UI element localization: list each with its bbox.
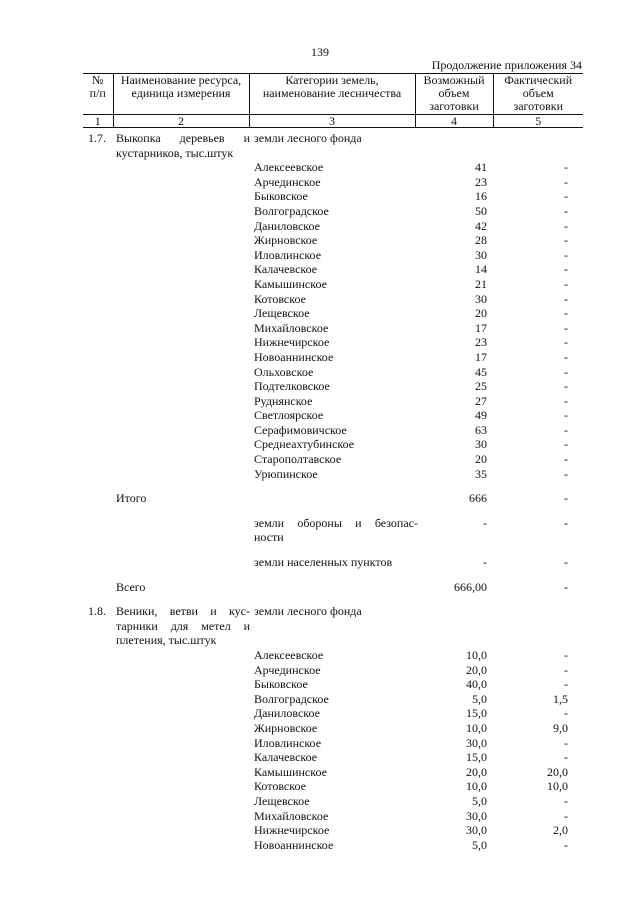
category-name: Новоаннинское — [254, 837, 334, 852]
possible-volume: 10,0 — [466, 779, 487, 794]
possible-volume: 23 — [475, 174, 487, 189]
table-row — [83, 277, 583, 292]
table-row — [83, 765, 583, 780]
category-name: Котовское — [254, 291, 306, 306]
category-name: Даниловское — [254, 218, 320, 233]
possible-volume: 30,0 — [466, 823, 487, 838]
resource-name: тарники для метел и — [116, 618, 250, 633]
category-name: Котовское — [254, 779, 306, 794]
actual-volume: - — [564, 555, 568, 570]
possible-volume: 666,00 — [454, 579, 487, 594]
possible-volume: 666 — [469, 491, 487, 506]
actual-volume: 10,0 — [547, 779, 568, 794]
category-name: Лещевское — [254, 793, 310, 808]
actual-volume: - — [564, 466, 568, 481]
resource-name: Всего — [116, 579, 146, 594]
actual-volume: - — [564, 189, 568, 204]
table-row — [83, 437, 583, 452]
possible-volume: 20,0 — [466, 764, 487, 779]
category-name: Светлоярское — [254, 408, 324, 423]
actual-volume: - — [564, 579, 568, 594]
category-name: Иловлинское — [254, 247, 322, 262]
table-row — [83, 619, 583, 634]
actual-volume: - — [564, 364, 568, 379]
possible-volume: 20,0 — [466, 662, 487, 677]
category-name: Волгоградское — [254, 691, 329, 706]
possible-volume: 20 — [475, 452, 487, 467]
table-row — [83, 491, 583, 506]
category-name: Алексеевское — [254, 648, 324, 662]
header-resource: Наименование ресурса, единица измерения — [113, 74, 249, 115]
row-spacer — [83, 570, 583, 580]
table-row — [83, 189, 583, 204]
possible-volume: 42 — [475, 218, 487, 233]
category-name: Ольховское — [254, 364, 314, 379]
possible-volume: 49 — [475, 408, 487, 423]
actual-volume: - — [564, 706, 568, 721]
category-name: Жирновское — [254, 233, 318, 248]
category-name: Старополтавское — [254, 452, 342, 467]
possible-volume: 5,0 — [472, 793, 487, 808]
actual-volume: - — [564, 648, 568, 662]
resource-name: кустарников, тыс.штук — [116, 145, 234, 160]
actual-volume: - — [564, 793, 568, 808]
possible-volume: 28 — [475, 233, 487, 248]
table-row — [83, 663, 583, 678]
table-row — [83, 677, 583, 692]
actual-volume: 9,0 — [553, 720, 568, 735]
possible-volume: 23 — [475, 335, 487, 350]
category-name: земли лесного фонда — [254, 604, 362, 619]
possible-volume: 5,0 — [472, 837, 487, 852]
possible-volume: 41 — [475, 160, 487, 175]
row-spacer — [83, 545, 583, 555]
possible-volume: 10,0 — [466, 720, 487, 735]
column-number: 3 — [249, 115, 415, 128]
actual-volume: - — [564, 276, 568, 291]
possible-volume: 21 — [475, 276, 487, 291]
row-spacer — [83, 506, 583, 516]
actual-volume: - — [564, 393, 568, 408]
actual-volume: 20,0 — [547, 764, 568, 779]
possible-volume: 30 — [475, 291, 487, 306]
table-row — [83, 823, 583, 838]
possible-volume: 17 — [475, 349, 487, 364]
table-row — [83, 335, 583, 350]
possible-volume: 30 — [475, 247, 487, 262]
row-number: 1.8. — [88, 604, 106, 619]
category-name: Даниловское — [254, 706, 320, 721]
continuation-note: Продолжение приложения 34 — [431, 58, 582, 72]
actual-volume: - — [564, 291, 568, 306]
category-name: Михайловское — [254, 320, 329, 335]
table-row — [83, 580, 583, 595]
category-name: Волгоградское — [254, 203, 329, 218]
category-name: Серафимовичское — [254, 422, 347, 437]
possible-volume: 30 — [475, 437, 487, 452]
possible-volume: 30,0 — [466, 735, 487, 750]
category-name: Быковское — [254, 677, 308, 692]
row-number: 1.7. — [88, 131, 106, 145]
page-number: 139 — [311, 45, 329, 59]
table-row — [83, 365, 583, 380]
actual-volume: - — [564, 491, 568, 506]
possible-volume: 50 — [475, 203, 487, 218]
actual-volume: - — [564, 837, 568, 852]
actual-volume: - — [564, 349, 568, 364]
resource-name: Итого — [116, 491, 147, 506]
table-row — [83, 408, 583, 423]
category-name: Урюпинское — [254, 466, 318, 481]
row-spacer — [83, 594, 583, 604]
category-name: ности — [254, 530, 284, 545]
possible-volume: - — [483, 515, 487, 530]
possible-volume: 63 — [475, 422, 487, 437]
actual-volume: - — [564, 174, 568, 189]
category-name: Камышинское — [254, 764, 327, 779]
actual-volume: - — [564, 408, 568, 423]
category-name: Иловлинское — [254, 735, 322, 750]
category-name: Калачевское — [254, 262, 318, 277]
actual-volume: - — [564, 662, 568, 677]
possible-volume: 25 — [475, 379, 487, 394]
actual-volume: - — [564, 233, 568, 248]
category-name: Нижнечирское — [254, 823, 330, 838]
possible-volume: 16 — [475, 189, 487, 204]
actual-volume: - — [564, 160, 568, 175]
category-name: Нижнечирское — [254, 335, 330, 350]
table-row — [83, 146, 583, 161]
table-row — [83, 160, 583, 175]
possible-volume: 20 — [475, 306, 487, 321]
possible-volume: 15,0 — [466, 706, 487, 721]
category-name: Михайловское — [254, 808, 329, 823]
possible-volume: 27 — [475, 393, 487, 408]
table-row — [83, 467, 583, 482]
possible-volume: 40,0 — [466, 677, 487, 692]
possible-volume: 35 — [475, 466, 487, 481]
header-actual-volume: Фактический объем заготовки — [493, 74, 583, 115]
actual-volume: - — [564, 379, 568, 394]
possible-volume: 30,0 — [466, 808, 487, 823]
actual-volume: - — [564, 437, 568, 452]
table-row — [83, 555, 583, 570]
category-name: Среднеахтубинское — [254, 437, 355, 452]
actual-volume: - — [564, 335, 568, 350]
actual-volume: 2,0 — [553, 823, 568, 838]
actual-volume: - — [564, 808, 568, 823]
table-row — [83, 721, 583, 736]
table-row — [83, 633, 583, 648]
category-name: Быковское — [254, 189, 308, 204]
resource-name: плетения, тыс.штук — [116, 633, 217, 648]
category-name: Камышинское — [254, 276, 327, 291]
table-row — [83, 262, 583, 277]
possible-volume: 15,0 — [466, 750, 487, 765]
table-row — [83, 809, 583, 824]
possible-volume: 14 — [475, 262, 487, 277]
category-name: Арчединское — [254, 174, 321, 189]
category-name: Новоаннинское — [254, 349, 334, 364]
actual-volume: - — [564, 750, 568, 765]
table-row — [83, 175, 583, 190]
possible-volume: - — [483, 555, 487, 570]
table-row — [83, 736, 583, 751]
possible-volume: 17 — [475, 320, 487, 335]
table-row — [83, 233, 583, 248]
category-name: Калачевское — [254, 750, 318, 765]
table-row — [83, 131, 583, 146]
table-row — [83, 423, 583, 438]
actual-volume: - — [564, 306, 568, 321]
actual-volume: - — [564, 452, 568, 467]
category-name: Лещевское — [254, 306, 310, 321]
category-name: земли лесного фонда — [254, 131, 362, 145]
possible-volume: 10,0 — [466, 648, 487, 662]
table-row — [83, 794, 583, 809]
header-possible-volume: Возможный объем заготовки — [415, 74, 493, 115]
table-row — [83, 516, 583, 531]
actual-volume: - — [564, 247, 568, 262]
table-row — [83, 350, 583, 365]
table-row — [83, 706, 583, 721]
table-row — [83, 321, 583, 336]
table-row — [83, 838, 583, 853]
table-body — [83, 131, 583, 852]
actual-volume: - — [564, 203, 568, 218]
resource-name: Веники, ветви и кус- — [116, 604, 250, 619]
category-name: земли населенных пунктов — [254, 555, 393, 570]
resource-name: Выкопка деревьев и — [116, 131, 250, 145]
actual-volume: - — [564, 677, 568, 692]
row-spacer — [83, 481, 583, 491]
table-row — [83, 306, 583, 321]
actual-volume: 1,5 — [553, 691, 568, 706]
table-row — [83, 248, 583, 263]
table-row — [83, 779, 583, 794]
actual-volume: - — [564, 422, 568, 437]
column-number: 5 — [493, 115, 583, 128]
table-row — [83, 750, 583, 765]
header-category: Категории земель, наименование лесничества — [249, 74, 415, 115]
actual-volume: - — [564, 735, 568, 750]
table-row — [83, 604, 583, 619]
actual-volume: - — [564, 320, 568, 335]
category-name: Алексеевское — [254, 160, 324, 175]
possible-volume: 45 — [475, 364, 487, 379]
table-row — [83, 530, 583, 545]
actual-volume: - — [564, 218, 568, 233]
column-number: 1 — [83, 115, 113, 128]
category-name: Руднянское — [254, 393, 313, 408]
actual-volume: - — [564, 262, 568, 277]
table-row — [83, 292, 583, 307]
column-number: 4 — [415, 115, 493, 128]
category-name: Жирновское — [254, 720, 318, 735]
table-row — [83, 219, 583, 234]
table-row — [83, 394, 583, 409]
column-number: 2 — [113, 115, 249, 128]
category-name: земли обороны и безопас- — [254, 515, 418, 530]
table-row — [83, 379, 583, 394]
table-row — [83, 204, 583, 219]
category-name: Подтелковское — [254, 379, 330, 394]
table-row — [83, 648, 583, 663]
header-number: № п/п — [83, 74, 113, 115]
table-row — [83, 692, 583, 707]
table-header — [83, 73, 583, 128]
actual-volume: - — [564, 515, 568, 530]
possible-volume: 5,0 — [472, 691, 487, 706]
category-name: Арчединское — [254, 662, 321, 677]
table-row — [83, 452, 583, 467]
